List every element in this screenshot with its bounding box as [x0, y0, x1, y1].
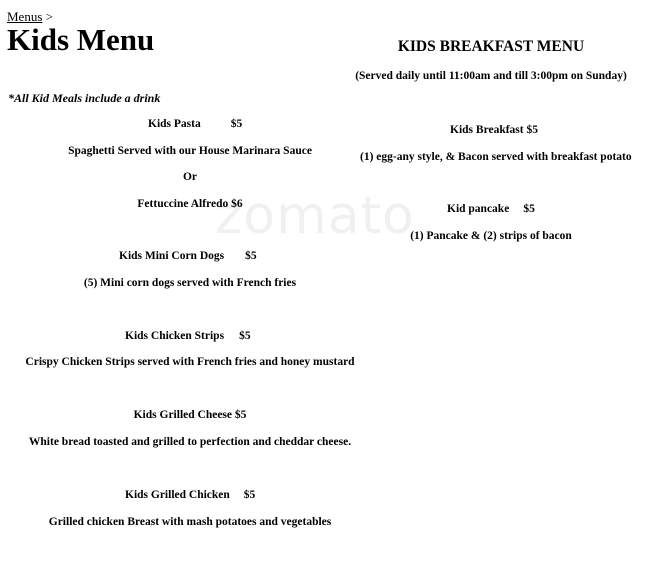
item-name: Kids Grilled Chicken: [125, 489, 230, 501]
drink-note: *All Kid Meals include a drink: [8, 91, 161, 105]
item-price: $5: [230, 118, 243, 130]
item-description: Spaghetti Served with our House Marinara Sauce: [68, 145, 312, 157]
item-fettuccine-alfredo: Fettuccine Alfredo $6: [137, 198, 243, 210]
item-kids-breakfast: Kids Breakfast $5: [450, 124, 538, 136]
item-kids-mini-corn-dogs: [119, 250, 257, 262]
item-kids-grilled-cheese: Kids Grilled Cheese $5: [133, 409, 247, 421]
item-name: Kids Mini Corn Dogs: [119, 250, 225, 262]
item-price: $5: [243, 489, 256, 501]
breadcrumb-menus-link[interactable]: Menus: [7, 9, 43, 24]
watermark-logo: zomato: [215, 186, 415, 246]
breadcrumb-separator: >: [45, 9, 53, 24]
item-name: Kid pancake: [447, 203, 510, 215]
breakfast-subheading: (Served daily until 11:00am and till 3:00pm on Sunday): [355, 70, 627, 82]
item-kids-grilled-chicken: [125, 489, 255, 501]
item-description: (1) Pancake & (2) strips of bacon: [410, 230, 572, 242]
item-kid-pancake: [447, 203, 535, 215]
item-price: $5: [523, 203, 535, 215]
item-name: Kids Pasta: [148, 118, 201, 130]
page-title: Kids Menu: [7, 22, 155, 57]
item-kids-chicken-strips: [125, 330, 251, 342]
item-description: White bread toasted and grilled to perfection and cheddar cheese.: [28, 436, 352, 448]
item-or: Or: [182, 171, 198, 183]
item-price: $5: [245, 250, 257, 262]
item-kids-pasta: [148, 118, 242, 130]
item-description: (1) egg-any style, & Bacon served with breakfast potato: [360, 151, 632, 163]
item-description: (5) Mini corn dogs served with French fries: [83, 277, 297, 289]
item-price: $5: [239, 330, 251, 342]
item-description: Crispy Chicken Strips served with French fries and honey mustard: [25, 356, 355, 368]
item-description: Grilled chicken Breast with mash potatoes and vegetables: [48, 516, 332, 528]
item-name: Kids Chicken Strips: [125, 330, 225, 342]
breakfast-heading: KIDS BREAKFAST MENU: [397, 38, 585, 55]
